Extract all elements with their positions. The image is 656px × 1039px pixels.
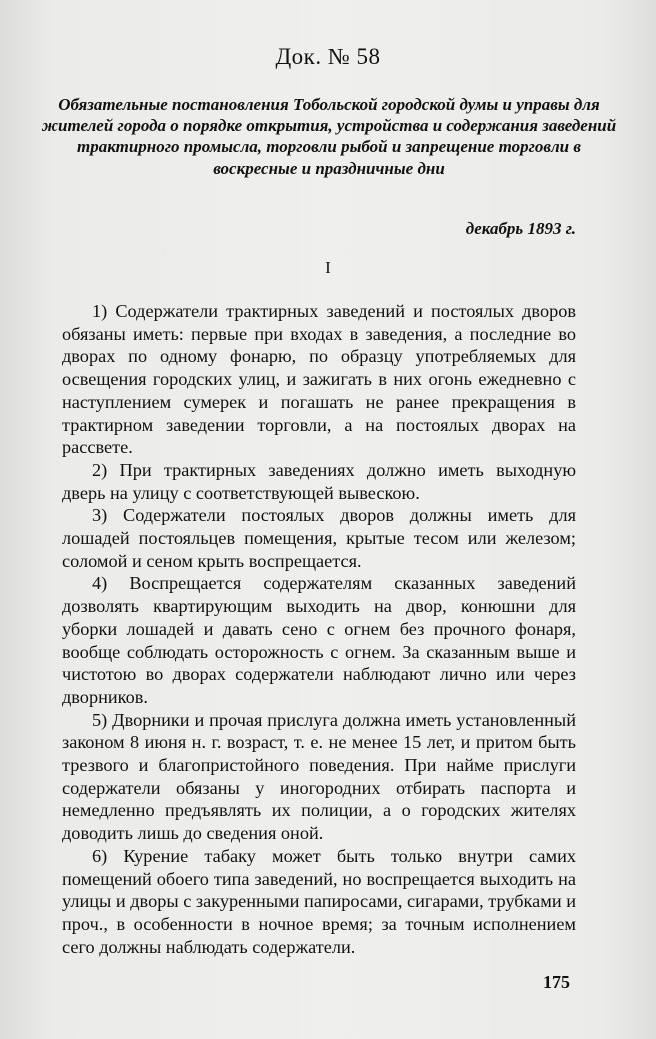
paragraph-3: 3) Содержатели постоялых дворов должны иметь для лошадей постояльцев помещения, крытые тесом или железом; соломой и сеном крыть воспрещается. (62, 505, 576, 571)
paragraph-4: 4) Воспрещается содержателям сказанных заведений дозволять квартирующим выходить на двор, конюшни для уборки лошадей и давать сено с огнем без прочного фонаря, вообще соблюдать осторожность с огнем. За сказанным выше и чистотою во дворах содержатели наблюдают лично или через дворников. (62, 573, 576, 707)
paragraph-1: 1) Содержатели трактирных заведений и постоялых дворов обязаны иметь: первые при входах в заведения, а последние во дворах по одному фонарю, по образцу употребляемых для освещения городских улиц, и зажигать в них огонь ежедневно с наступлением сумерек и погашать не ранее прекращения в трактирном заведении торговли, а на постоялых дворах на рассвете. (62, 301, 576, 458)
page-number: 175 (543, 972, 570, 992)
paragraph-6: 6) Курение табаку может быть только внутри самих помещений обоего типа заведений, но воспрещается выходить на улицы и дворы с закуренными папиросами, сигарами, трубками и проч., в особенности в ночное время; за точным исполнением сего должны наблюдать содержатели. (62, 845, 576, 957)
paragraph-5: 5) Дворники и прочая прислуга должна иметь установленный законом 8 июня н. г. возраст, т. е. не менее 15 лет, и притом быть трезвого и благопристойного поведения. При найме прислуги содержатели обязаны у иногородних отбирать паспорта и немедленно предъявлять их полиции, а о городских жителях доводить лишь до сведения оной. (62, 709, 576, 844)
section-number: I (325, 258, 331, 277)
paragraph-2: 2) При трактирных заведениях должно иметь выходную дверь на улицу с соответствующей вывескою. (62, 459, 576, 503)
document-date: декабрь 1893 г. (465, 219, 576, 238)
document-body (62, 300, 576, 958)
document-heading: Обязательные постановления Тобольской городской думы и управы для жителей города о порядке открытия, устройства и содержания заведений трактирного промысла, торговли рыбой и запрещение торговли в воскресные и праздничные дни (41, 95, 617, 178)
document-title: Док. № 58 (275, 44, 381, 69)
